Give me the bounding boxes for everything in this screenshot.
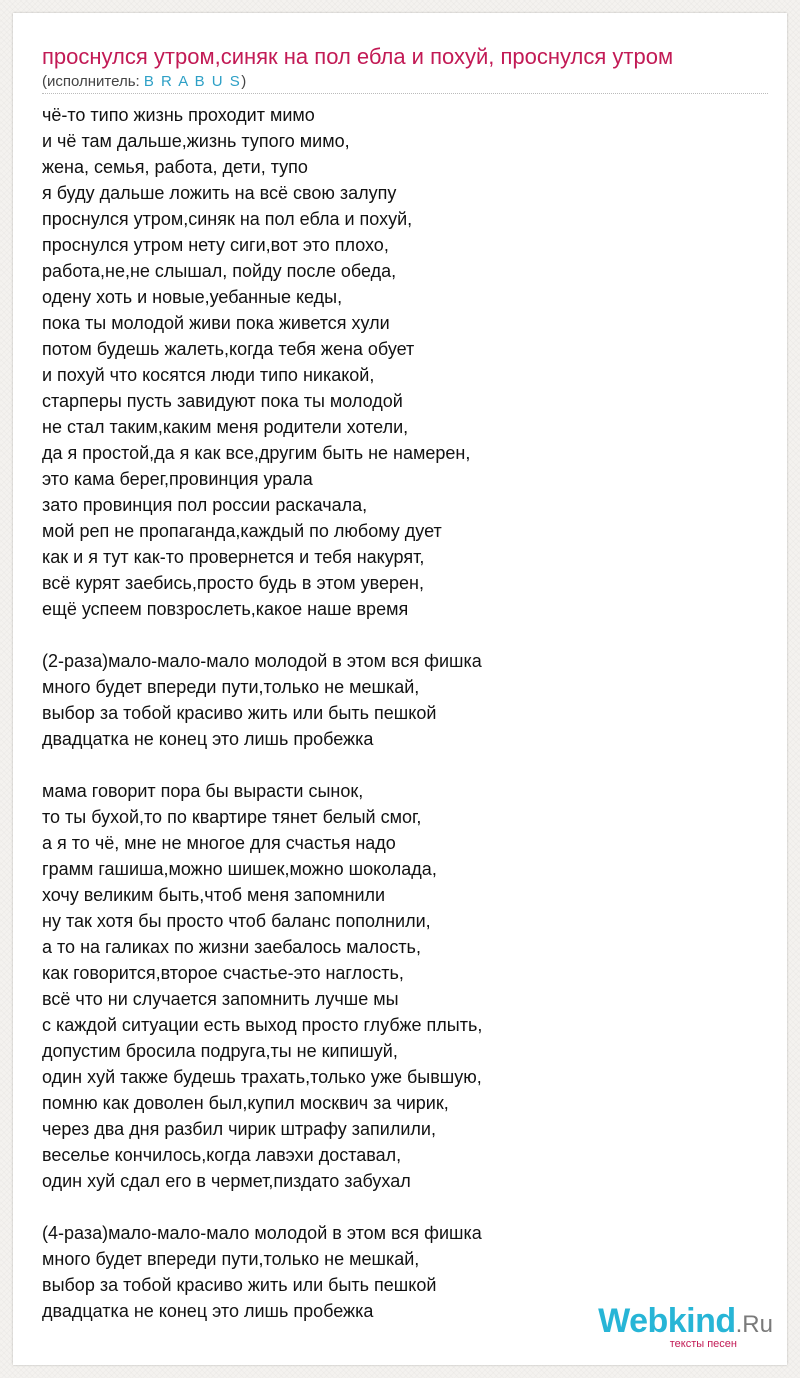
lyric-line: пока ты молодой живи пока живется хули xyxy=(42,313,390,333)
lyrics-card xyxy=(13,13,787,1365)
lyric-line: ещё успеем повзрослеть,какое наше время xyxy=(42,599,409,619)
lyric-line: грамм гашиша,можно шишек,можно шоколада, xyxy=(42,859,437,879)
lyric-line: выбор за тобой красиво жить или быть пешкой xyxy=(42,1275,437,1295)
lyric-line: много будет впереди пути,только не мешкай, xyxy=(42,677,420,697)
lyric-line: мама говорит пора бы вырасти сынок, xyxy=(42,781,364,801)
title-divider xyxy=(42,93,768,94)
lyric-line: всё что ни случается запомнить лучше мы xyxy=(42,989,399,1009)
lyric-line: а я то чё, мне не многое для счастья надо xyxy=(42,833,396,853)
lyric-line: одену хоть и новые,уебанные кеды, xyxy=(42,287,343,307)
logo-name: Webkind xyxy=(598,1302,736,1340)
lyric-line: проснулся утром нету сиги,вот это плохо, xyxy=(42,235,389,255)
lyric-line: выбор за тобой красиво жить или быть пешкой xyxy=(42,703,437,723)
lyric-line: мой реп не пропаганда,каждый по любому дует xyxy=(42,521,442,541)
lyric-line: а то на галиках по жизни заебалось малость, xyxy=(42,937,421,957)
lyric-line: и похуй что косятся люди типо никакой, xyxy=(42,365,375,385)
lyric-line: проснулся утром,синяк на пол ебла и похуй, xyxy=(42,209,413,229)
lyric-line: старперы пусть завидуют пока ты молодой xyxy=(42,391,403,411)
lyric-line: с каждой ситуации есть выход просто глубже плыть, xyxy=(42,1015,483,1035)
lyric-line: хочу великим быть,чтоб меня запомнили xyxy=(42,885,386,905)
lyric-line: помню как доволен был,купил москвич за чирик, xyxy=(42,1093,449,1113)
artist-suffix: ) xyxy=(241,73,247,90)
lyric-line: (2-раза)мало-мало-мало молодой в этом вся фишка xyxy=(42,651,482,671)
lyric-line: я буду дальше ложить на всё свою залупу xyxy=(42,183,397,203)
site-logo[interactable] xyxy=(573,1302,773,1352)
lyric-line: зато провинция пол россии раскачала, xyxy=(42,495,368,515)
lyric-line: да я простой,да я как все,другим быть не намерен, xyxy=(42,443,471,463)
lyric-line: один хуй сдал его в чермет,пиздато забухал xyxy=(42,1171,411,1191)
artist-link[interactable]: B R A B U S xyxy=(143,73,242,90)
verse-gap xyxy=(42,1194,762,1220)
lyric-line: жена, семья, работа, дети, тупо xyxy=(42,157,308,177)
lyric-line: допустим бросила подруга,ты не кипишуй, xyxy=(42,1041,398,1061)
lyric-line: (4-раза)мало-мало-мало молодой в этом вся фишка xyxy=(42,1223,482,1243)
lyric-line: двадцатка не конец это лишь пробежка xyxy=(42,729,374,749)
artist-line xyxy=(42,73,246,91)
verse-gap xyxy=(42,622,762,648)
logo-tld: .Ru xyxy=(735,1311,773,1338)
lyric-line: не стал таким,каким меня родители хотели, xyxy=(42,417,409,437)
lyrics-text xyxy=(42,102,762,1324)
lyric-line: всё курят заебись,просто будь в этом уверен, xyxy=(42,573,424,593)
lyric-line: один хуй также будешь трахать,только уже бывшую, xyxy=(42,1067,482,1087)
artist-prefix: (исполнитель: xyxy=(42,73,144,90)
lyric-line: это кама берег,провинция урала xyxy=(42,469,313,489)
lyric-line: как говорится,второе счастье-это наглость, xyxy=(42,963,404,983)
lyric-line: веселье кончилось,когда лавэхи доставал, xyxy=(42,1145,402,1165)
verse-gap xyxy=(42,752,762,778)
lyric-line: работа,не,не слышал, пойду после обеда, xyxy=(42,261,397,281)
lyric-line: чё-то типо жизнь проходит мимо xyxy=(42,105,315,125)
lyric-line: и чё там дальше,жизнь тупого мимо, xyxy=(42,131,350,151)
lyric-line: через два дня разбил чирик штрафу запилили, xyxy=(42,1119,436,1139)
logo-tagline: тексты песен xyxy=(669,1338,737,1350)
lyric-line: двадцатка не конец это лишь пробежка xyxy=(42,1301,374,1321)
lyric-line: много будет впереди пути,только не мешкай, xyxy=(42,1249,420,1269)
lyric-line: то ты бухой,то по квартире тянет белый смог, xyxy=(42,807,422,827)
lyric-line: как и я тут как-то провернется и тебя накурят, xyxy=(42,547,425,567)
song-title: проснулся утром,синяк на пол ебла и похуй, проснулся утром xyxy=(42,44,674,69)
lyric-line: потом будешь жалеть,когда тебя жена обует xyxy=(42,339,415,359)
lyric-line: ну так хотя бы просто чтоб баланс пополнили, xyxy=(42,911,431,931)
